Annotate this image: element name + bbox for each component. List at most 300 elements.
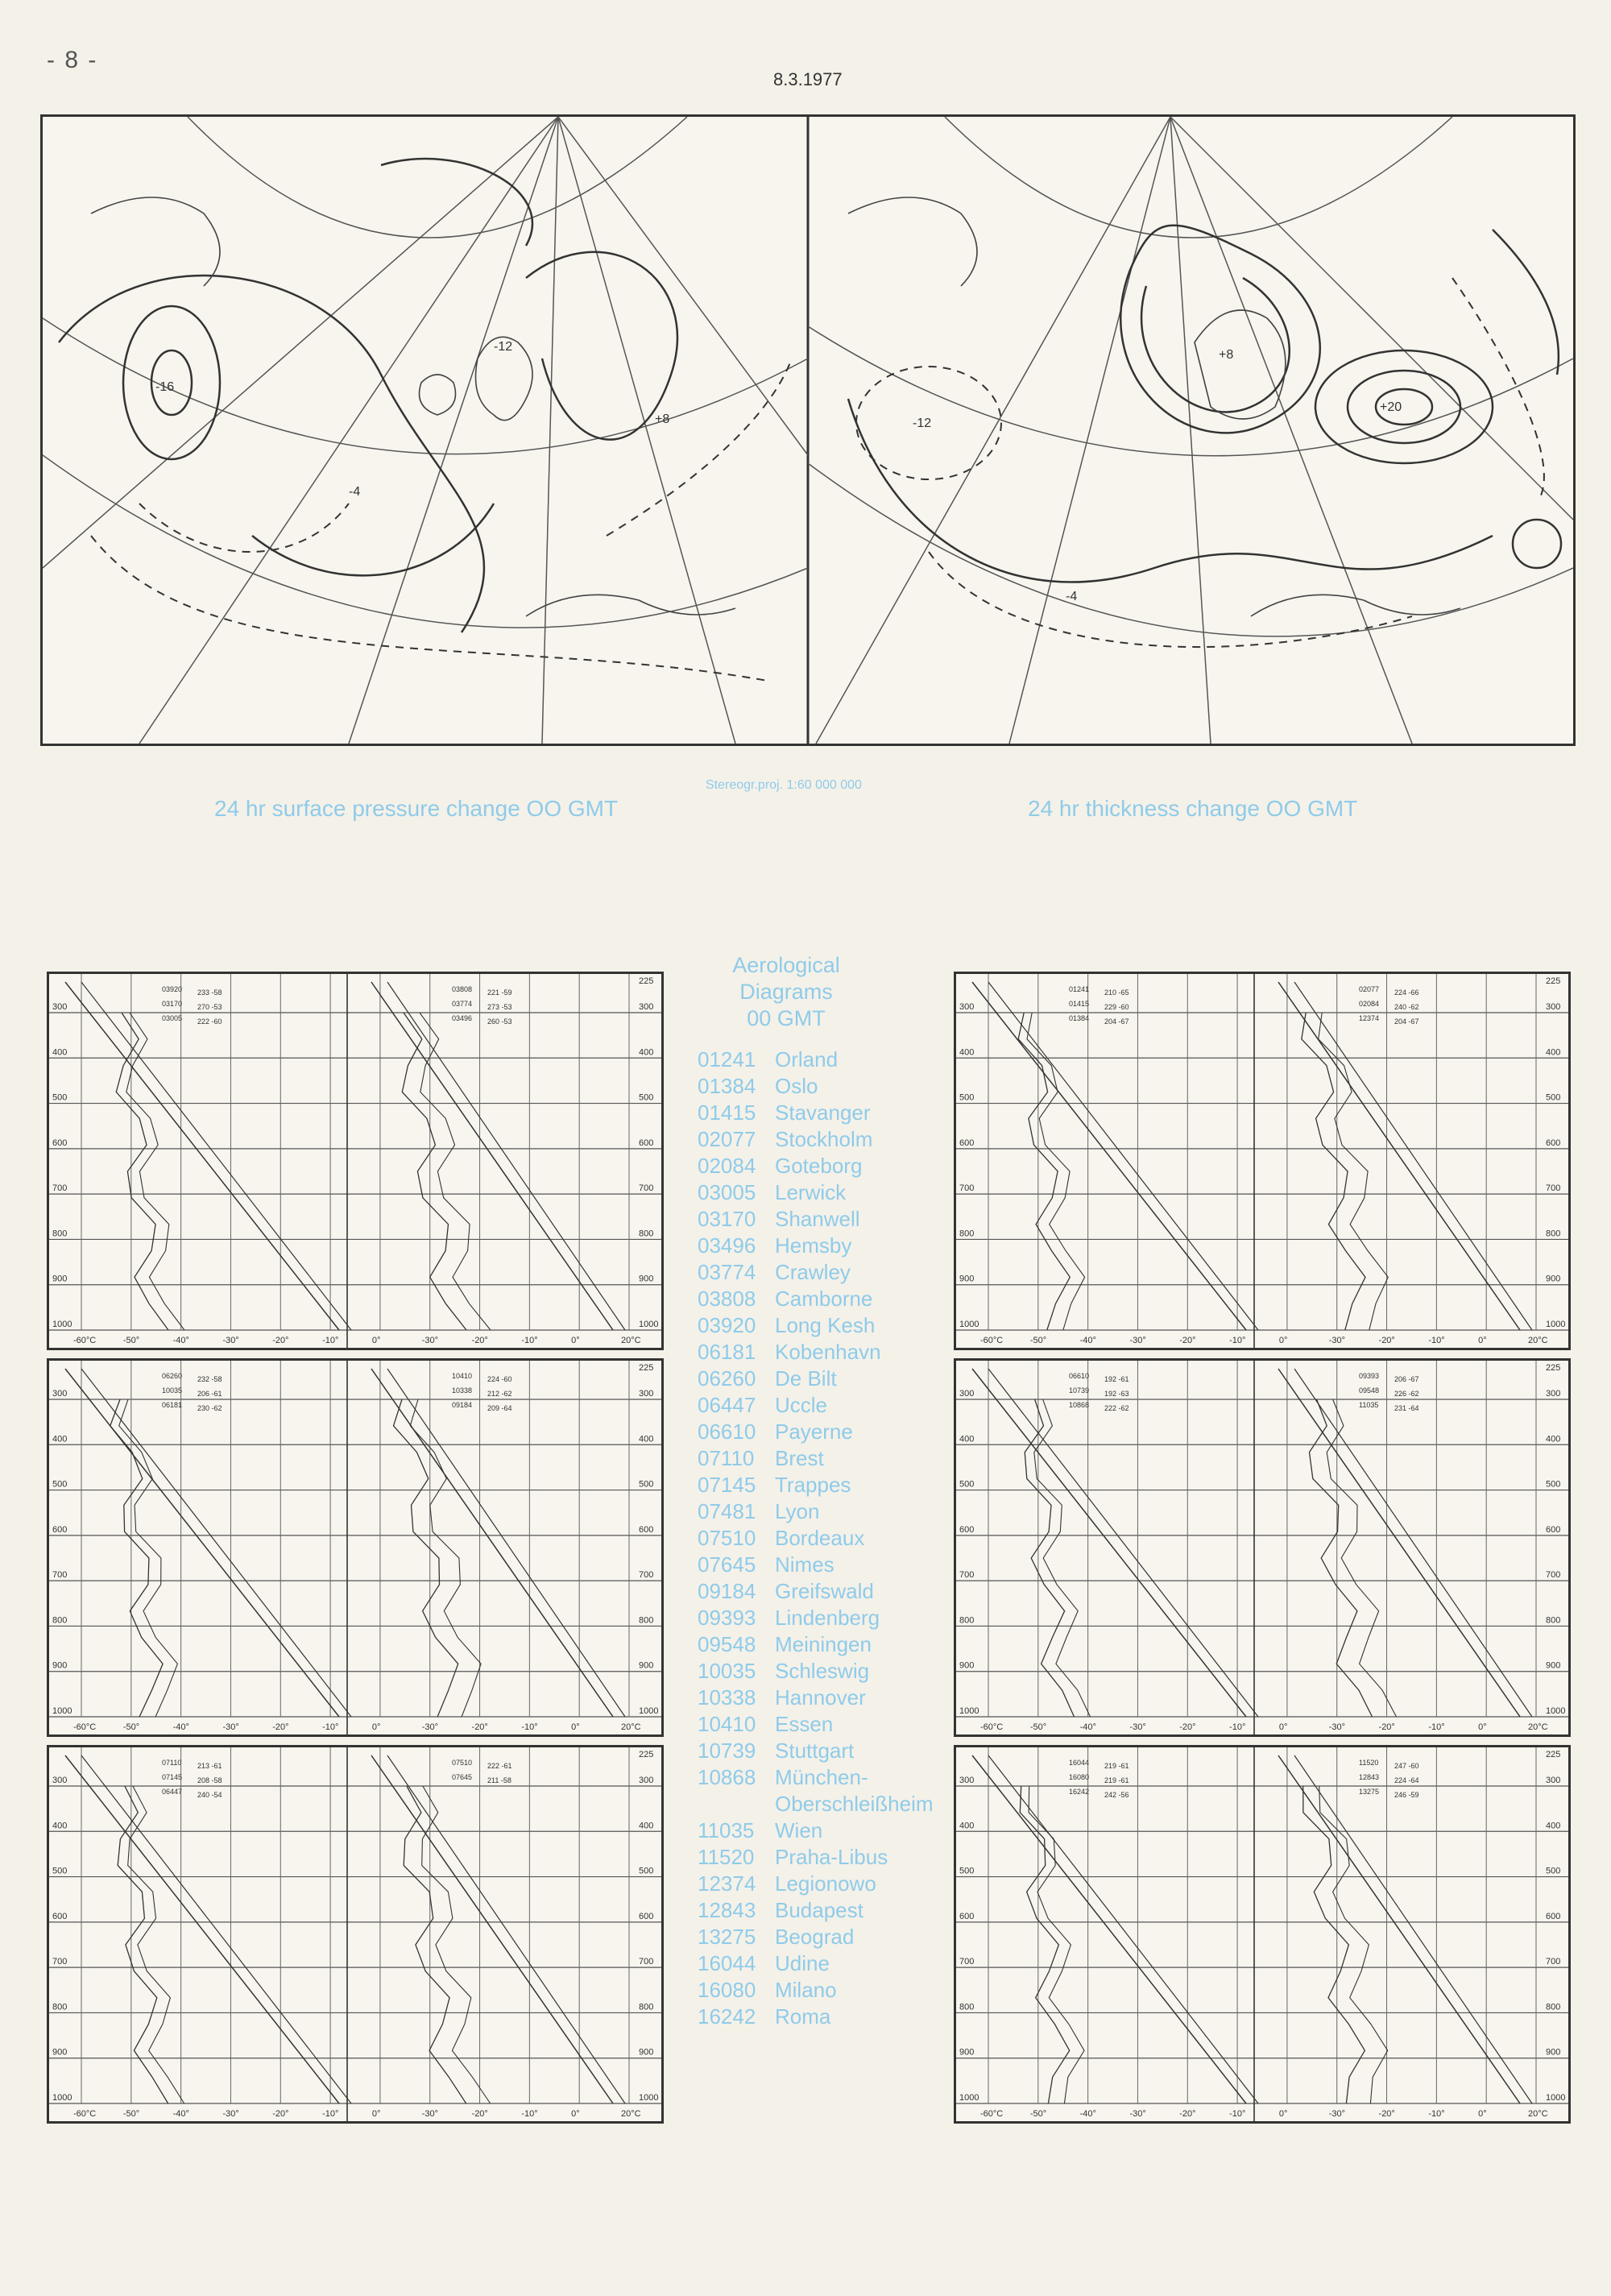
pressure-label: 500 xyxy=(1546,1479,1561,1490)
station-code: 09548 xyxy=(698,1632,756,1656)
station-tropopause: 232 -58 xyxy=(197,1375,222,1383)
sounding-trace xyxy=(1027,1013,1085,1330)
pressure-label: 700 xyxy=(959,1957,975,1967)
pressure-label: 1000 xyxy=(639,1706,659,1716)
adiabat xyxy=(371,982,613,1330)
temp-label: 0° xyxy=(1478,2109,1487,2119)
station-entry xyxy=(698,1153,934,1179)
pressure-label: 700 xyxy=(52,1570,68,1581)
pressure-label: 400 xyxy=(639,1821,654,1831)
adiabat xyxy=(1278,1755,1520,2103)
temp-label: -30° xyxy=(1328,1336,1346,1345)
station-name: Stockholm xyxy=(775,1127,873,1151)
sounding-trace xyxy=(1302,1013,1365,1330)
adiabat xyxy=(65,1755,339,2103)
station-id: 03496 xyxy=(452,1014,473,1022)
station-name: Hemsby xyxy=(775,1233,852,1258)
temp-label: -20° xyxy=(1378,1336,1395,1345)
pressure-label: 900 xyxy=(639,1274,654,1284)
top-level-label: 225 xyxy=(1546,976,1561,986)
maps-drawing xyxy=(43,117,1573,744)
sounding-trace xyxy=(1018,1013,1070,1330)
temp-label: 0° xyxy=(571,1722,580,1732)
station-tropopause: 204 -67 xyxy=(1104,1017,1129,1026)
station-entry xyxy=(698,1525,934,1552)
pressure-label: 300 xyxy=(959,1389,975,1399)
station-list xyxy=(698,1046,934,2030)
pressure-label: 800 xyxy=(1546,2002,1561,2012)
station-code: 03170 xyxy=(698,1207,756,1231)
pressure-label: 900 xyxy=(639,1660,654,1671)
station-code: 06181 xyxy=(698,1340,756,1364)
station-id: 10338 xyxy=(452,1386,473,1395)
station-name: Kobenhavn xyxy=(775,1340,881,1364)
station-tropopause: 240 -54 xyxy=(197,1791,222,1799)
aerological-diagram-panel xyxy=(954,1358,1571,1737)
temp-label: -30° xyxy=(222,2109,239,2119)
station-id: 10410 xyxy=(452,1372,473,1380)
station-code: 16080 xyxy=(698,1978,756,2002)
pressure-label: 1000 xyxy=(959,2093,979,2103)
pressure-label: 800 xyxy=(1546,1615,1561,1626)
station-entry xyxy=(698,1552,934,1578)
station-entry xyxy=(698,1844,934,1871)
station-id: 09548 xyxy=(1359,1386,1380,1395)
station-id: 07510 xyxy=(452,1759,473,1767)
pressure-label: 400 xyxy=(639,1434,654,1444)
station-entry xyxy=(698,1605,934,1631)
station-code: 07145 xyxy=(698,1473,756,1497)
pressure-label: 800 xyxy=(959,1229,975,1239)
temp-label: -30° xyxy=(421,1722,439,1732)
pressure-label: 1000 xyxy=(1546,1320,1566,1329)
temp-label: -50° xyxy=(122,1336,140,1345)
station-tropopause: 192 -61 xyxy=(1104,1375,1129,1383)
station-name: Milano xyxy=(775,1978,837,2002)
temp-label: 0° xyxy=(1478,1336,1487,1345)
pressure-label: 800 xyxy=(52,2002,68,2012)
station-code: 06260 xyxy=(698,1366,756,1390)
pressure-label: 500 xyxy=(52,1866,68,1876)
adiabat xyxy=(988,1369,1258,1717)
pressure-label: 600 xyxy=(959,1911,975,1921)
pressure-label: 600 xyxy=(639,1138,654,1148)
sounding-trace xyxy=(118,1786,168,2103)
pressure-label: 600 xyxy=(52,1138,68,1148)
pressure-label: 700 xyxy=(639,1183,654,1194)
adiabat xyxy=(387,982,625,1330)
station-tropopause: 192 -63 xyxy=(1104,1390,1129,1398)
station-tropopause: 233 -58 xyxy=(197,988,222,997)
pressure-label: 1000 xyxy=(959,1320,979,1329)
pressure-label: 700 xyxy=(959,1570,975,1581)
pressure-label: 700 xyxy=(639,1957,654,1967)
top-level-label: 225 xyxy=(1546,1750,1561,1759)
temp-label: -60°C xyxy=(980,1722,1004,1732)
adiabat xyxy=(972,1755,1246,2103)
pressure-label: 400 xyxy=(1546,1821,1561,1831)
station-id: 01415 xyxy=(1069,1000,1090,1008)
temp-label: -50° xyxy=(1029,1336,1047,1345)
pressure-label: 500 xyxy=(639,1866,654,1876)
station-name: Uccle xyxy=(775,1393,828,1417)
station-id: 13275 xyxy=(1359,1788,1380,1796)
temp-label: 0° xyxy=(1278,2109,1288,2119)
station-id: 01384 xyxy=(1069,1014,1090,1022)
diagram-svg xyxy=(956,974,1568,1348)
station-entry xyxy=(698,1685,934,1711)
station-code: 07645 xyxy=(698,1552,756,1577)
station-name: Nimes xyxy=(775,1552,834,1577)
diagram-svg xyxy=(49,1747,661,2121)
temp-label: -10° xyxy=(521,2109,538,2119)
station-entry xyxy=(698,1392,934,1419)
temp-label: 20°C xyxy=(621,1722,641,1732)
station-tropopause: 221 -59 xyxy=(487,988,512,997)
station-id: 09184 xyxy=(452,1401,473,1409)
station-tropopause: 224 -66 xyxy=(1394,988,1419,997)
station-id: 16242 xyxy=(1069,1788,1090,1796)
pressure-label: 800 xyxy=(639,1229,654,1239)
diagram-svg xyxy=(49,1361,661,1734)
temp-label: -50° xyxy=(122,2109,140,2119)
station-name: Udine xyxy=(775,1951,830,1975)
station-tropopause: 230 -62 xyxy=(197,1404,222,1412)
temp-label: 0° xyxy=(571,2109,580,2119)
page-date: 8.3.1977 xyxy=(773,69,843,89)
pressure-label: 300 xyxy=(959,1776,975,1785)
station-id: 12843 xyxy=(1359,1773,1380,1781)
station-code: 09184 xyxy=(698,1579,756,1603)
station-tropopause: 213 -61 xyxy=(197,1762,222,1770)
pressure-label: 400 xyxy=(52,1434,68,1444)
station-entry xyxy=(698,1312,934,1339)
station-name: Lindenberg xyxy=(775,1606,880,1630)
station-entry xyxy=(698,1472,934,1498)
diagram-svg xyxy=(956,1747,1568,2121)
temp-label: -10° xyxy=(322,1336,339,1345)
temp-label: 0° xyxy=(571,1336,580,1345)
pressure-label: 300 xyxy=(1546,1776,1561,1785)
station-code: 03920 xyxy=(698,1313,756,1337)
adiabat xyxy=(371,1755,613,2103)
pressure-label: 400 xyxy=(52,1821,68,1831)
svg-text:-12: -12 xyxy=(913,417,932,430)
station-name: Hannover xyxy=(775,1685,866,1710)
station-code: 13275 xyxy=(698,1925,756,1949)
station-code: 02084 xyxy=(698,1154,756,1178)
station-entry xyxy=(698,1445,934,1472)
pressure-label: 1000 xyxy=(639,2093,659,2103)
adiabat xyxy=(81,982,351,1330)
temp-label: -20° xyxy=(1179,1336,1196,1345)
temp-label: -50° xyxy=(122,1722,140,1732)
station-id: 11520 xyxy=(1359,1759,1379,1767)
svg-text:+8: +8 xyxy=(655,412,670,426)
sounding-trace xyxy=(402,1013,466,1330)
station-code: 01415 xyxy=(698,1100,756,1125)
pressure-label: 900 xyxy=(1546,2047,1561,2058)
pressure-label: 600 xyxy=(959,1138,975,1148)
pressure-label: 800 xyxy=(959,2002,975,2012)
svg-text:+8: +8 xyxy=(1219,348,1234,362)
temp-label: -30° xyxy=(1129,2109,1146,2119)
station-entry xyxy=(698,1046,934,1073)
pressure-label: 700 xyxy=(959,1183,975,1194)
temp-label: -50° xyxy=(1029,2109,1047,2119)
sounding-trace xyxy=(126,1013,184,1330)
station-name: Crawley xyxy=(775,1260,851,1284)
pressure-label: 800 xyxy=(959,1615,975,1626)
station-name: Stuttgart xyxy=(775,1739,855,1763)
station-entry xyxy=(698,1419,934,1445)
pressure-label: 500 xyxy=(639,1479,654,1490)
adiabat xyxy=(387,1369,625,1717)
station-id: 07645 xyxy=(452,1773,473,1781)
station-name: München- Oberschleißheim xyxy=(775,1765,934,1816)
temp-label: -10° xyxy=(1229,1722,1246,1732)
legend-title-line: Aerological xyxy=(732,953,840,977)
pressure-label: 500 xyxy=(959,1479,975,1490)
station-entry xyxy=(698,1764,934,1817)
left-map-caption: 24 hr surface pressure change OO GMT xyxy=(214,796,619,821)
temp-label: -10° xyxy=(1428,2109,1445,2119)
station-entry xyxy=(698,1206,934,1233)
temp-label: -30° xyxy=(1328,2109,1346,2119)
svg-text:+20: +20 xyxy=(1380,400,1402,414)
pressure-label: 500 xyxy=(959,1092,975,1103)
pressure-label: 1000 xyxy=(52,2093,72,2103)
sounding-trace xyxy=(1319,1786,1388,2103)
pressure-label: 600 xyxy=(52,1911,68,1921)
station-id: 06181 xyxy=(162,1401,183,1409)
pressure-label: 300 xyxy=(639,1389,654,1399)
station-entry xyxy=(698,1498,934,1525)
station-id: 03808 xyxy=(452,985,473,993)
station-name: Bordeaux xyxy=(775,1526,865,1550)
station-tropopause: 212 -62 xyxy=(487,1390,512,1398)
station-name: Schleswig xyxy=(775,1659,870,1683)
temp-label: -40° xyxy=(1079,1336,1096,1345)
pressure-label: 800 xyxy=(639,2002,654,2012)
temp-label: 0° xyxy=(1478,1722,1487,1732)
sounding-trace xyxy=(1034,1399,1091,1717)
station-code: 12374 xyxy=(698,1871,756,1896)
pressure-label: 500 xyxy=(1546,1092,1561,1103)
station-entry xyxy=(698,1100,934,1126)
pressure-label: 500 xyxy=(52,1479,68,1490)
pressure-label: 700 xyxy=(1546,1570,1561,1581)
page-number: - 8 - xyxy=(47,47,98,73)
station-tropopause: 229 -60 xyxy=(1104,1003,1129,1011)
svg-text:-4: -4 xyxy=(349,485,361,499)
station-entry xyxy=(698,1578,934,1605)
temp-label: -10° xyxy=(322,1722,339,1732)
station-code: 16242 xyxy=(698,2004,756,2029)
pressure-label: 300 xyxy=(639,1002,654,1012)
pressure-label: 900 xyxy=(959,1660,975,1671)
temp-label: -10° xyxy=(1428,1336,1445,1345)
svg-text:-16: -16 xyxy=(155,380,175,394)
pressure-label: 800 xyxy=(52,1229,68,1239)
station-code: 16044 xyxy=(698,1951,756,1975)
temp-label: -40° xyxy=(1079,1722,1096,1732)
pressure-label: 600 xyxy=(639,1524,654,1535)
station-id: 03774 xyxy=(452,1000,473,1008)
station-entry xyxy=(698,1126,934,1153)
station-code: 10035 xyxy=(698,1659,756,1683)
temp-label: -20° xyxy=(1378,2109,1395,2119)
station-name: Camborne xyxy=(775,1287,873,1311)
station-name: De Bilt xyxy=(775,1366,837,1390)
temp-label: -20° xyxy=(272,1336,289,1345)
station-tropopause: 273 -53 xyxy=(487,1003,512,1011)
station-entry xyxy=(698,1738,934,1764)
temp-label: 20°C xyxy=(621,1336,641,1345)
station-name: Roma xyxy=(775,2004,831,2029)
adiabat xyxy=(81,1755,351,2103)
station-entry xyxy=(698,1073,934,1100)
station-id: 03920 xyxy=(162,985,183,993)
station-name: Praha-Libus xyxy=(775,1845,888,1869)
projection-caption: Stereogr.proj. 1:60 000 000 xyxy=(706,778,862,792)
station-tropopause: 224 -60 xyxy=(487,1375,512,1383)
temp-label: 0° xyxy=(371,1722,381,1732)
pressure-label: 700 xyxy=(52,1183,68,1194)
pressure-label: 900 xyxy=(52,1274,68,1284)
temp-label: 0° xyxy=(371,2109,381,2119)
aerological-diagram-panel xyxy=(47,1745,664,2124)
station-name: Payerne xyxy=(775,1419,853,1444)
station-tropopause: 270 -53 xyxy=(197,1003,222,1011)
temp-label: -20° xyxy=(1378,1722,1395,1732)
station-tropopause: 240 -62 xyxy=(1394,1003,1419,1011)
station-id: 03005 xyxy=(162,1014,183,1022)
station-code: 06610 xyxy=(698,1419,756,1444)
station-name: Lyon xyxy=(775,1499,820,1523)
pressure-label: 900 xyxy=(959,1274,975,1284)
station-tropopause: 242 -56 xyxy=(1104,1791,1129,1799)
pressure-label: 300 xyxy=(52,1002,68,1012)
temp-label: -10° xyxy=(521,1336,538,1345)
pressure-label: 400 xyxy=(959,1821,975,1831)
station-tropopause: 219 -61 xyxy=(1104,1776,1129,1784)
pressure-label: 500 xyxy=(959,1866,975,1876)
station-name: Oslo xyxy=(775,1074,818,1098)
station-id: 16080 xyxy=(1069,1773,1090,1781)
station-id: 02077 xyxy=(1359,985,1380,993)
pressure-label: 300 xyxy=(1546,1389,1561,1399)
pressure-label: 1000 xyxy=(1546,1706,1566,1716)
station-entry xyxy=(698,2004,934,2030)
adiabat xyxy=(65,1369,339,1717)
pressure-label: 1000 xyxy=(959,1706,979,1716)
pressure-label: 400 xyxy=(1546,1047,1561,1058)
pressure-label: 300 xyxy=(52,1776,68,1785)
station-code: 03496 xyxy=(698,1233,756,1258)
station-name: Orland xyxy=(775,1047,839,1071)
station-entry xyxy=(698,1817,934,1844)
pressure-label: 400 xyxy=(959,1047,975,1058)
weather-maps xyxy=(40,114,1576,746)
station-code: 12843 xyxy=(698,1898,756,1922)
station-entry xyxy=(698,1233,934,1259)
pressure-label: 700 xyxy=(1546,1957,1561,1967)
station-entry xyxy=(698,1366,934,1392)
pressure-label: 900 xyxy=(52,1660,68,1671)
temp-label: -10° xyxy=(521,1722,538,1732)
pressure-label: 600 xyxy=(52,1524,68,1535)
diagram-svg xyxy=(49,974,661,1348)
station-entry xyxy=(698,1977,934,2004)
station-id: 02084 xyxy=(1359,1000,1380,1008)
station-tropopause: 210 -65 xyxy=(1104,988,1129,997)
station-code: 07110 xyxy=(698,1446,755,1470)
station-name: Goteborg xyxy=(775,1154,863,1178)
station-id: 07110 xyxy=(162,1759,182,1767)
station-code: 02077 xyxy=(698,1127,756,1151)
station-entry xyxy=(698,1711,934,1738)
station-code: 10410 xyxy=(698,1712,756,1736)
pressure-label: 300 xyxy=(959,1002,975,1012)
station-tropopause: 222 -62 xyxy=(1104,1404,1129,1412)
station-id: 01241 xyxy=(1069,985,1090,993)
temp-label: -60°C xyxy=(73,2109,97,2119)
temp-label: -10° xyxy=(322,2109,339,2119)
temp-label: -30° xyxy=(421,2109,439,2119)
pressure-label: 300 xyxy=(52,1389,68,1399)
temp-label: -20° xyxy=(471,2109,488,2119)
station-entry xyxy=(698,1897,934,1924)
station-id: 16044 xyxy=(1069,1759,1090,1767)
temp-label: 20°C xyxy=(621,2109,641,2119)
pressure-label: 600 xyxy=(1546,1138,1561,1148)
pressure-label: 800 xyxy=(52,1615,68,1626)
diagram-svg xyxy=(956,1361,1568,1734)
station-id: 07145 xyxy=(162,1773,183,1781)
pressure-label: 400 xyxy=(639,1047,654,1058)
sounding-trace xyxy=(1303,1786,1365,2103)
temp-label: -40° xyxy=(172,1336,189,1345)
station-entry xyxy=(698,1871,934,1897)
temp-label: -60°C xyxy=(980,2109,1004,2119)
station-code: 03808 xyxy=(698,1287,756,1311)
top-level-label: 225 xyxy=(639,976,654,986)
pressure-label: 500 xyxy=(52,1092,68,1103)
aerological-diagram-panel xyxy=(47,972,664,1350)
adiabat xyxy=(387,1755,625,2103)
sounding-trace xyxy=(1020,1786,1069,2103)
station-tropopause: 222 -61 xyxy=(487,1762,512,1770)
station-code: 10739 xyxy=(698,1739,756,1763)
station-tropopause: 219 -61 xyxy=(1104,1762,1129,1770)
temp-label: 0° xyxy=(1278,1336,1288,1345)
station-tropopause: 246 -59 xyxy=(1394,1791,1419,1799)
top-level-label: 225 xyxy=(639,1363,654,1373)
temp-label: -30° xyxy=(222,1336,239,1345)
station-name: Stavanger xyxy=(775,1100,871,1125)
sounding-trace xyxy=(410,1399,481,1717)
temp-label: -20° xyxy=(471,1336,488,1345)
adiabat xyxy=(1294,982,1532,1330)
station-entry xyxy=(698,1631,934,1658)
pressure-label: 600 xyxy=(639,1911,654,1921)
sounding-trace xyxy=(128,1786,184,2103)
station-name: Brest xyxy=(775,1446,824,1470)
pressure-label: 900 xyxy=(959,2047,975,2058)
temp-label: -20° xyxy=(1179,1722,1196,1732)
station-tropopause: 260 -53 xyxy=(487,1017,512,1026)
